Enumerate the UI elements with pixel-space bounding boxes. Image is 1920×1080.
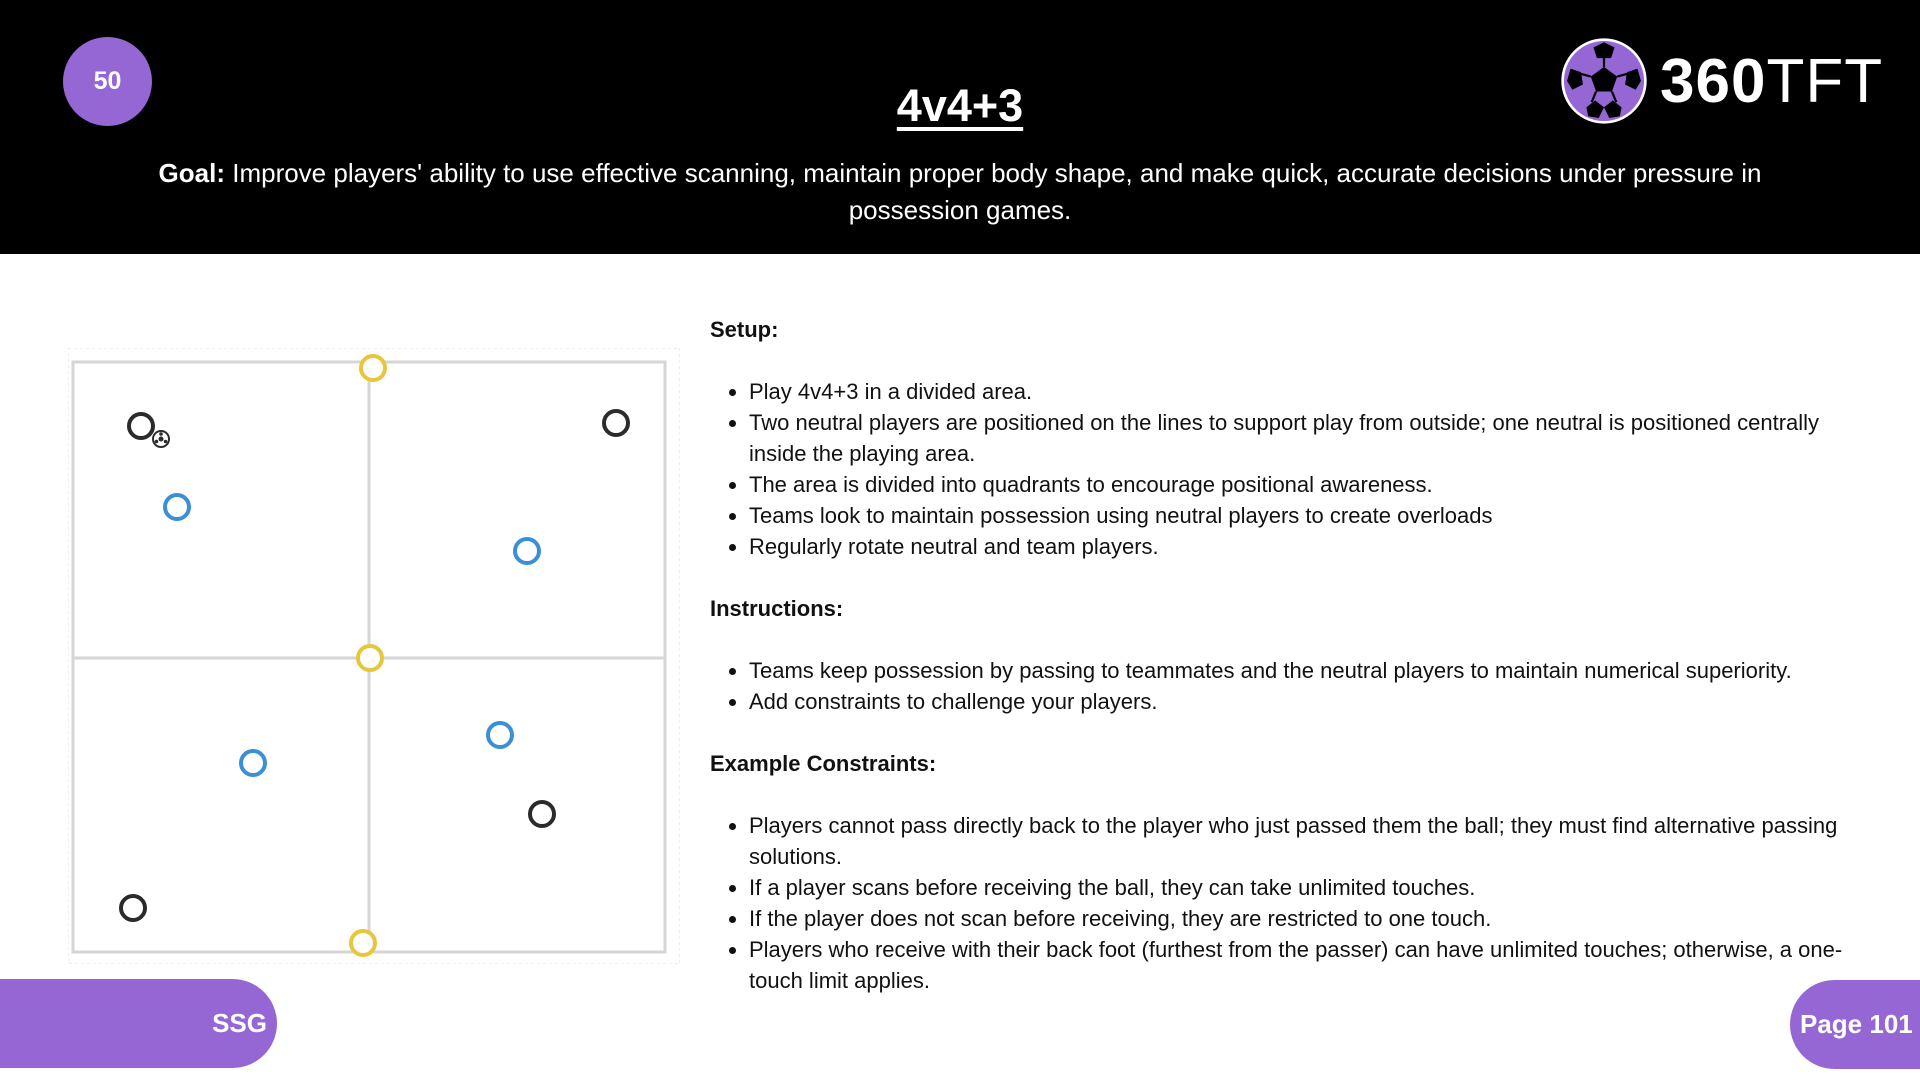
- list-item: • Two neutral players are positioned on the lines to support play from outside; one neutral is positioned centrally inside the playing area.: [749, 407, 1860, 469]
- list-item: • Teams look to maintain possession using neutral players to create overloads: [749, 500, 1860, 531]
- drill-content: [710, 314, 1860, 1027]
- dark-player: [604, 411, 628, 435]
- drill-number-badge: 50: [63, 37, 152, 126]
- list-item: • If the player does not scan before receiving, they are restricted to one touch.: [749, 903, 1860, 934]
- dark-player: [121, 896, 145, 920]
- category-label: SSG: [212, 1008, 267, 1038]
- neutral-player-bottom: [351, 931, 375, 955]
- list-item: • If a player scans before receiving the ball, they can take unlimited touches.: [749, 872, 1860, 903]
- constraints-list: [710, 810, 1860, 996]
- goal-statement: [120, 155, 1800, 229]
- list-item: • Players cannot pass directly back to the player who just passed them the ball; they must find alternative passing solutions.: [749, 810, 1860, 872]
- list-item: • Add constraints to challenge your players.: [749, 686, 1860, 717]
- constraints-heading: Example Constraints:: [710, 751, 937, 776]
- drill-diagram: [68, 348, 680, 964]
- brand-logo: [1560, 36, 1883, 126]
- goal-text: Improve players' ability to use effective scanning, maintain proper body shape, and make quick, accurate decisions under pressure in possession games.: [225, 158, 1762, 225]
- category-tab: [0, 979, 277, 1068]
- blue-player: [165, 495, 189, 519]
- setup-list: [710, 376, 1860, 562]
- neutral-player-top: [361, 356, 385, 380]
- logo-wordmark: [1660, 46, 1883, 117]
- goal-label: Goal:: [158, 158, 225, 188]
- page-title: 4v4+3: [896, 80, 1024, 131]
- list-item: • Play 4v4+3 in a divided area.: [749, 376, 1860, 407]
- dark-player: [129, 414, 153, 438]
- blue-player: [488, 723, 512, 747]
- soccer-ball-icon: [1560, 37, 1648, 125]
- instructions-list: [710, 655, 1860, 717]
- blue-player: [241, 751, 265, 775]
- logo-text-tft: TFT: [1766, 46, 1884, 116]
- blue-player: [515, 539, 539, 563]
- pitch-diagram: [68, 348, 680, 964]
- list-item: • Players who receive with their back foot (furthest from the passer) can have unlimited touches; otherwise, a one-touch limit applies.: [749, 934, 1860, 996]
- page-number: Page 101: [1800, 1009, 1913, 1039]
- list-item: • Teams keep possession by passing to teammates and the neutral players to maintain numerical superiority.: [749, 655, 1860, 686]
- dark-player: [530, 802, 554, 826]
- ball-icon: [153, 431, 169, 447]
- neutral-player-center: [358, 646, 382, 670]
- list-item: • Regularly rotate neutral and team players.: [749, 531, 1860, 562]
- logo-text-360: 360: [1660, 46, 1767, 116]
- setup-heading: Setup:: [710, 317, 779, 342]
- header-bar: [0, 0, 1920, 254]
- instructions-heading: Instructions:: [710, 596, 844, 621]
- page-number-tab: [1790, 980, 1920, 1069]
- list-item: • The area is divided into quadrants to encourage positional awareness.: [749, 469, 1860, 500]
